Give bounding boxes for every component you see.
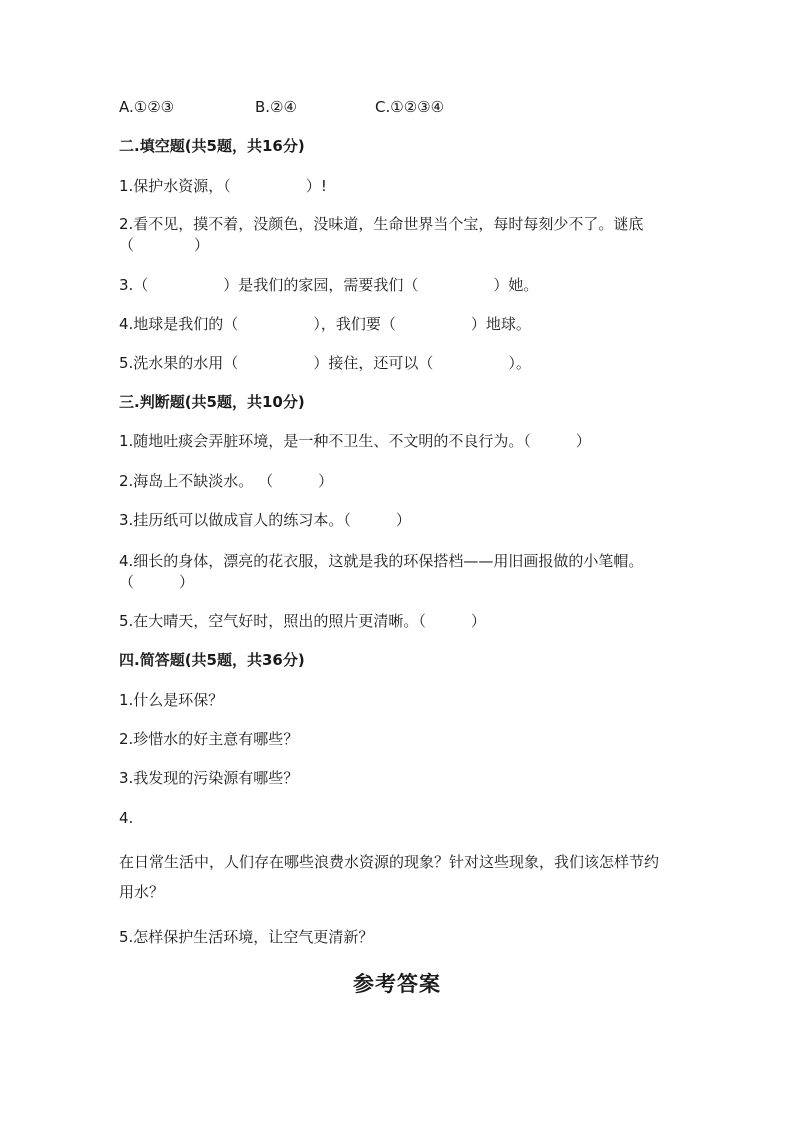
question-text: 3.（ ）是我们的家园，需要我们（ ）她。 <box>119 276 539 294</box>
question-text: 在日常生活中，人们存在哪些浪费水资源的现象？针对这些现象，我们该怎样节约用水？ <box>119 853 660 901</box>
answers-title: 参考答案 <box>353 971 441 996</box>
question-text: 2.看不见，摸不着，没颜色，没味道，生命世界当个宝，每时每刻少不了。谜底（ ） <box>119 215 644 254</box>
section-heading-fill-blank: 二.填空题(共5题，共16分) <box>119 137 305 155</box>
section-heading-short-answer: 四.简答题(共5题，共36分) <box>119 651 305 669</box>
question-text: 5.怎样保护生活环境，让空气更清新？ <box>119 928 374 946</box>
option-b: B.②④ <box>255 98 297 116</box>
question-text: 2.珍惜水的好主意有哪些？ <box>119 730 299 748</box>
question-text: 1.保护水资源，（ ）! <box>119 177 327 195</box>
question-text: 5.在大晴天，空气好时，照出的照片更清晰。（ ） <box>119 612 486 630</box>
section-heading-true-false: 三.判断题(共5题，共10分) <box>119 393 305 411</box>
question-text: 2.海岛上不缺淡水。 （ ） <box>119 472 334 490</box>
question-text: 4.地球是我们的（ ），我们要（ ）地球。 <box>119 315 531 333</box>
question-number: 4. <box>119 809 134 827</box>
question-text: 3.我发现的污染源有哪些？ <box>119 769 299 787</box>
question-text: 5.洗水果的水用（ ）接住，还可以（ ）。 <box>119 354 531 372</box>
option-a: A.①②③ <box>119 98 175 116</box>
question-text: 3.挂历纸可以做成盲人的练习本。（ ） <box>119 511 411 529</box>
option-c: C.①②③④ <box>375 98 445 116</box>
question-text: 4.细长的身体，漂亮的花衣服，这就是我的环保搭档——用旧画报做的小笔帽。（ ） <box>119 552 644 591</box>
question-text: 1.随地吐痰会弄脏环境，是一种不卫生、不文明的不良行为。（ ） <box>119 432 591 450</box>
question-text: 1.什么是环保？ <box>119 691 224 709</box>
